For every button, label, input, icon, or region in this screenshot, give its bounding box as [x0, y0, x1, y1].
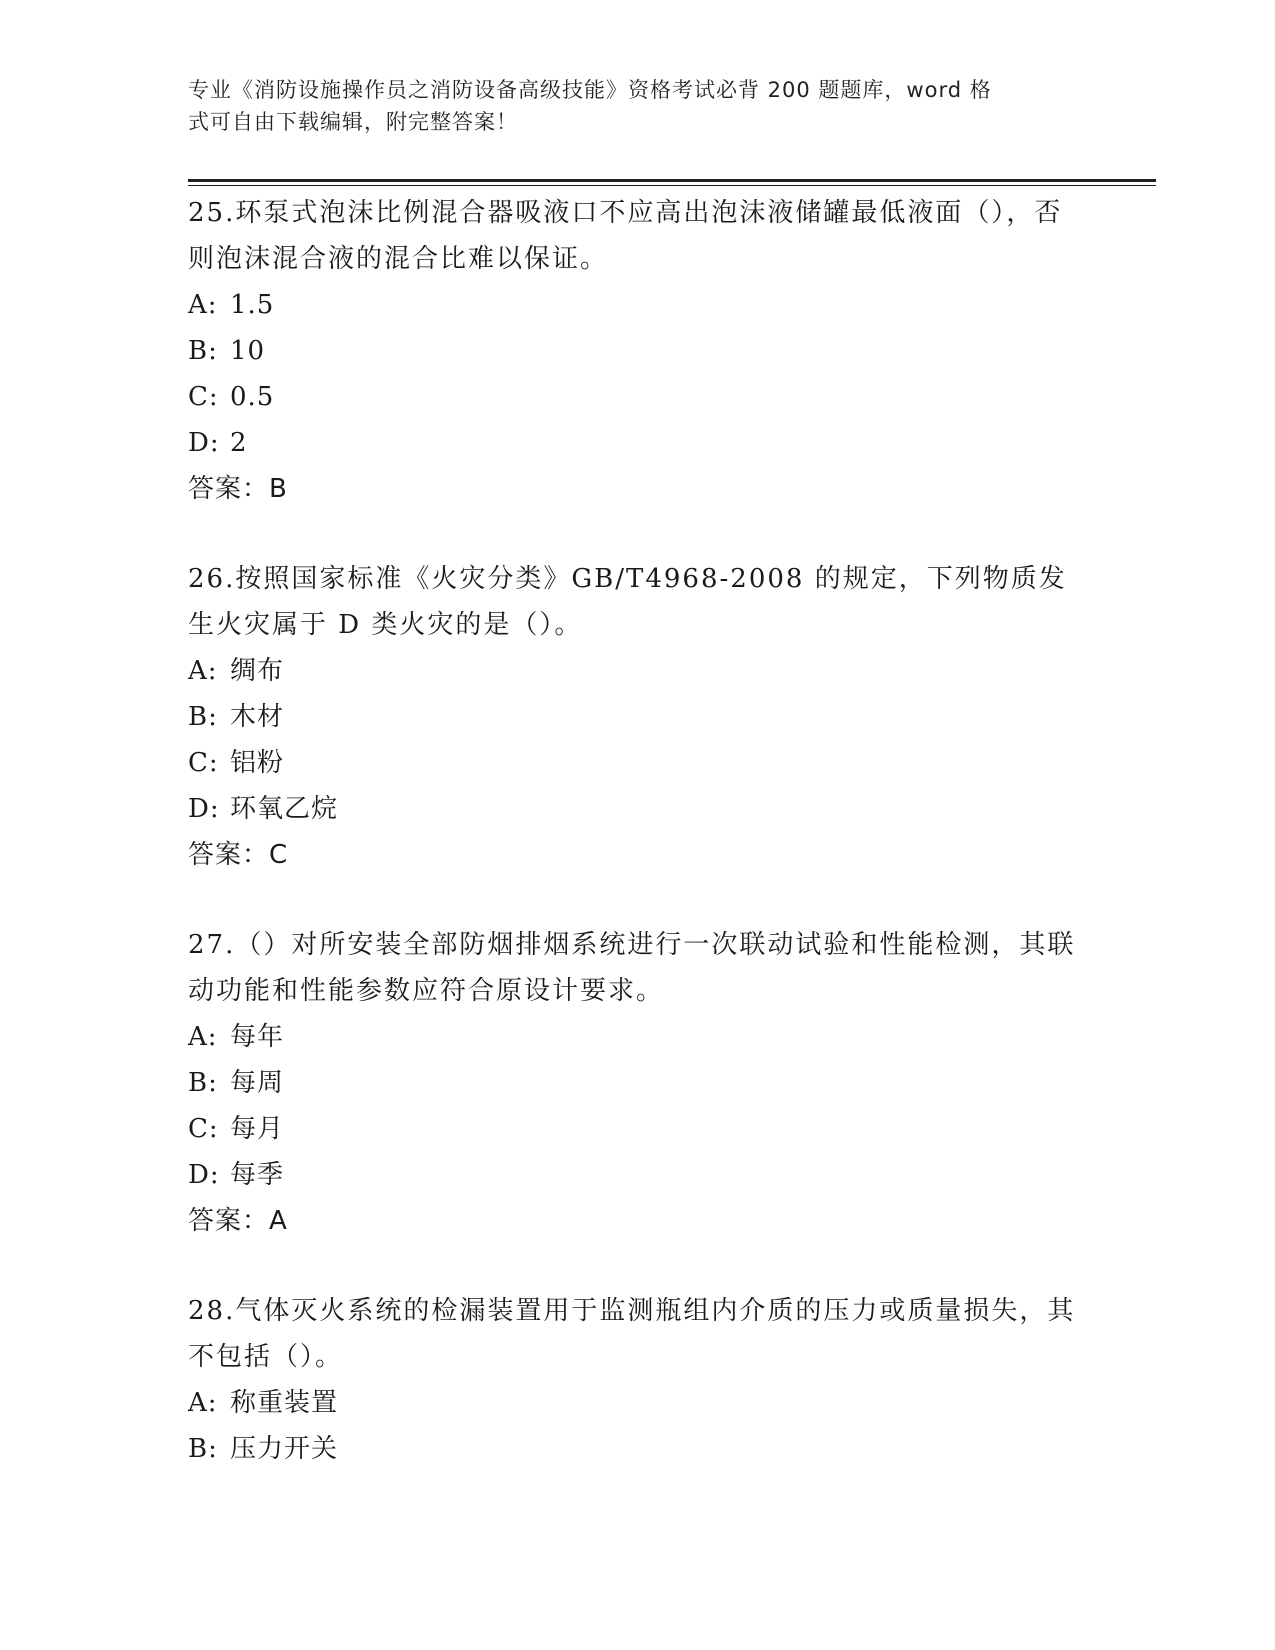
- option-value: 每季: [230, 1160, 285, 1190]
- option-c: [188, 374, 1088, 420]
- option-value: 每年: [230, 1022, 285, 1052]
- option-value: 1.5: [230, 290, 275, 320]
- option-key: B:: [188, 702, 218, 732]
- question-28: [188, 1288, 1088, 1472]
- option-key: D:: [188, 1160, 220, 1190]
- answer-line: 答案：B: [188, 474, 288, 504]
- question-text: 27.（）对所安装全部防烟排烟系统进行一次联动试验和性能检测，其联动功能和性能参数应符合原设计要求。: [188, 930, 1076, 1006]
- answer-line: 答案：A: [188, 1206, 288, 1236]
- option-value: 每月: [230, 1114, 285, 1144]
- option-value: 铝粉: [230, 748, 285, 778]
- option-key: D:: [188, 428, 220, 458]
- questions-list: [188, 190, 1088, 1516]
- option-c: [188, 740, 1088, 786]
- option-a: [188, 648, 1088, 694]
- option-key: B:: [188, 336, 218, 366]
- option-value: 绸布: [230, 656, 285, 686]
- option-d: [188, 1152, 1088, 1198]
- question-text: 25.环泵式泡沫比例混合器吸液口不应高出泡沫液储罐最低液面（），否则泡沫混合液的混合比难以保证。: [188, 198, 1063, 274]
- option-b: [188, 1060, 1088, 1106]
- option-a: [188, 1014, 1088, 1060]
- option-value: 压力开关: [230, 1434, 339, 1464]
- option-key: A:: [188, 290, 218, 320]
- option-key: C:: [188, 1114, 219, 1144]
- option-value: 木材: [230, 702, 285, 732]
- option-d: [188, 786, 1088, 832]
- option-value: 环氧乙烷: [230, 794, 339, 824]
- option-key: A:: [188, 656, 218, 686]
- option-key: C:: [188, 382, 219, 412]
- question-25: [188, 190, 1088, 512]
- option-key: B:: [188, 1434, 218, 1464]
- option-key: A:: [188, 1388, 218, 1418]
- option-value: 0.5: [230, 382, 275, 412]
- question-text: 28.气体灭火系统的检漏装置用于监测瓶组内介质的压力或质量损失，其不包括（）。: [188, 1296, 1076, 1372]
- option-value: 2: [230, 428, 248, 458]
- question-26: [188, 556, 1088, 878]
- option-a: [188, 1380, 1088, 1426]
- option-value: 10: [230, 336, 266, 366]
- question-27: [188, 922, 1088, 1244]
- option-d: [188, 420, 1088, 466]
- header-rule-thin: [188, 185, 1156, 186]
- option-c: [188, 1106, 1088, 1152]
- document-header: [188, 74, 1068, 138]
- answer-line: 答案：C: [188, 840, 289, 870]
- option-a: [188, 282, 1088, 328]
- header-line-1: 专业《消防设施操作员之消防设备高级技能》资格考试必背 200 题题库，word 格: [188, 78, 992, 102]
- option-value: 称重装置: [230, 1388, 339, 1418]
- option-b: [188, 1426, 1088, 1472]
- option-key: C:: [188, 748, 219, 778]
- option-b: [188, 328, 1088, 374]
- header-rule-thick: [188, 179, 1156, 182]
- question-text: 26.按照国家标准《火灾分类》GB/T4968-2008 的规定，下列物质发生火灾属于 D 类火灾的是（）。: [188, 564, 1067, 640]
- option-value: 每周: [230, 1068, 285, 1098]
- option-key: D:: [188, 794, 220, 824]
- option-key: A:: [188, 1022, 218, 1052]
- option-b: [188, 694, 1088, 740]
- option-key: B:: [188, 1068, 218, 1098]
- header-line-2: 式可自由下载编辑，附完整答案！: [188, 110, 518, 134]
